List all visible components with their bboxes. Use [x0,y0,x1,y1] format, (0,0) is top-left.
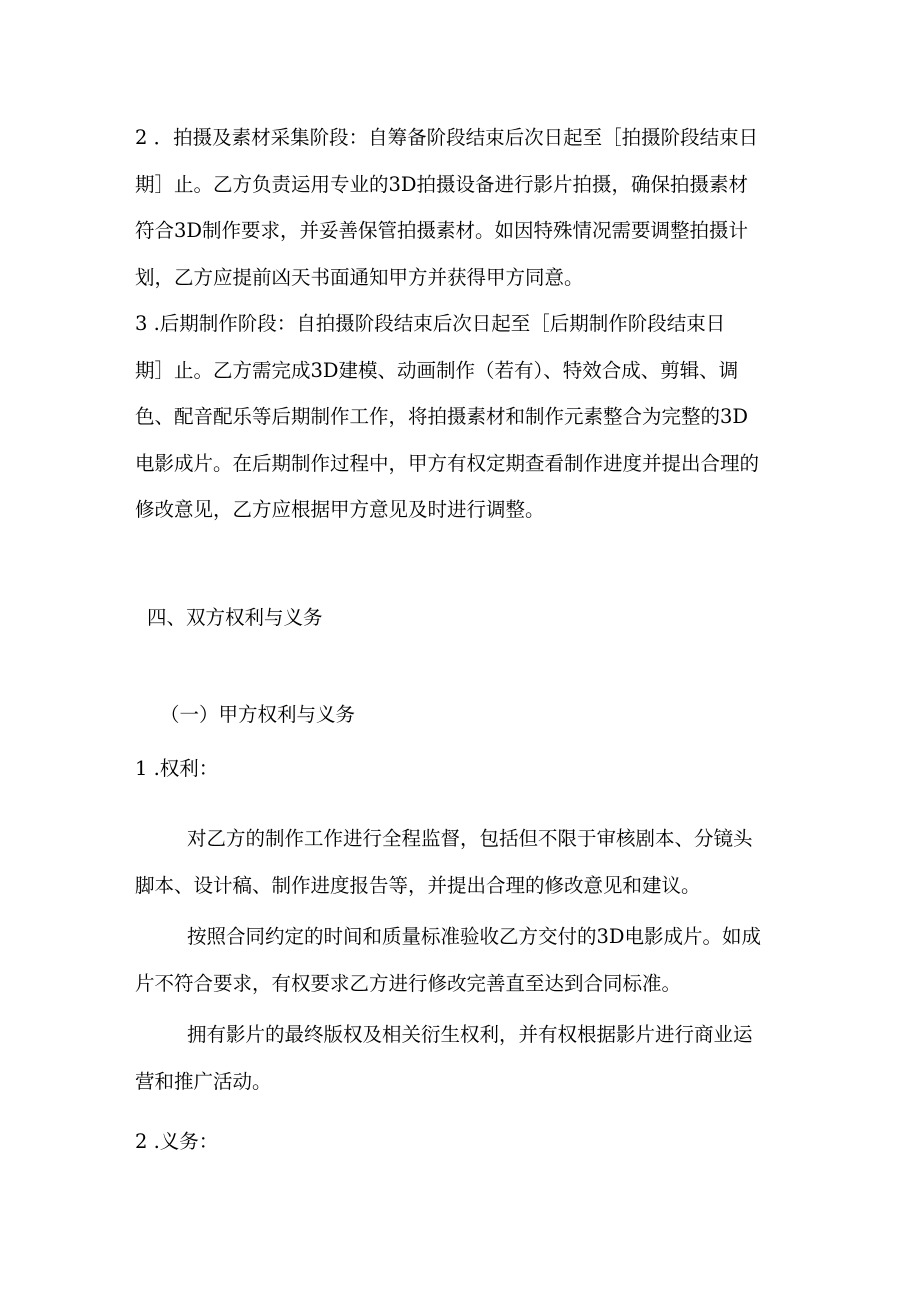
rights-paragraph-2 [135,914,785,1007]
text-line: 对乙方的制作工作进行全程监督，包括但不限于审核剧本、分镜头 [187,827,753,850]
rights-paragraph-3 [135,1012,785,1105]
text-line: 片不符合要求，有权要求乙方进行修改完善直至达到合同标准。 [135,971,682,995]
paragraph-item-3 [135,301,785,534]
rights-paragraph-1 [135,816,785,909]
text-line: 拥有影片的最终版权及相关衍生权利，并有权根据影片进行商业运 [187,1023,753,1046]
text-line: 脚本、设计稿、制作进度报告等，并提出合理的修改意见和建议。 [135,873,701,897]
section-heading: 四、双方权利与义务 [147,606,323,629]
text-line: 营和推广活动。 [135,1069,272,1093]
text-line: 按照合同约定的时间和质量标准验收乙方交付的3D电影成片。如成 [187,925,762,948]
rights-label: 1 .权利： [135,757,219,780]
text-line: 修改意见，乙方应根据甲方意见及时进行调整。 [135,498,545,521]
text-line: 2 ．拍摄及素材采集阶段：自筹备阶段结束后次日起至［拍摄阶段结束日 [135,126,759,149]
subsection-heading: （一）甲方权利与义务 [160,703,356,726]
text-line: 3 .后期制作阶段：自拍摄阶段结束后次日起至［后期制作阶段结束日 [135,312,726,335]
text-line: 划，乙方应提前凶天书面通知甲方并获得甲方同意。 [135,265,584,289]
paragraph-item-2 [135,115,785,301]
text-line: 符合3D制作要求，并妥善保管拍摄素材。如因特殊情况需要调整拍摄计 [135,219,749,242]
text-line: 电影成片。在后期制作过程中，甲方有权定期查看制作进度并提出合理的 [135,451,760,475]
text-line: 期］止。乙方需完成3D建模、动画制作（若有）、特效合成、剪辑、调 [135,358,739,382]
text-line: 期］止。乙方负责运用专业的3D拍摄设备进行影片拍摄，确保拍摄素材 [135,172,749,196]
obligations-label: 2 .义务： [135,1130,219,1153]
text-line: 色、配音配乐等后期制作工作，将拍摄素材和制作元素整合为完整的3D [135,405,749,428]
